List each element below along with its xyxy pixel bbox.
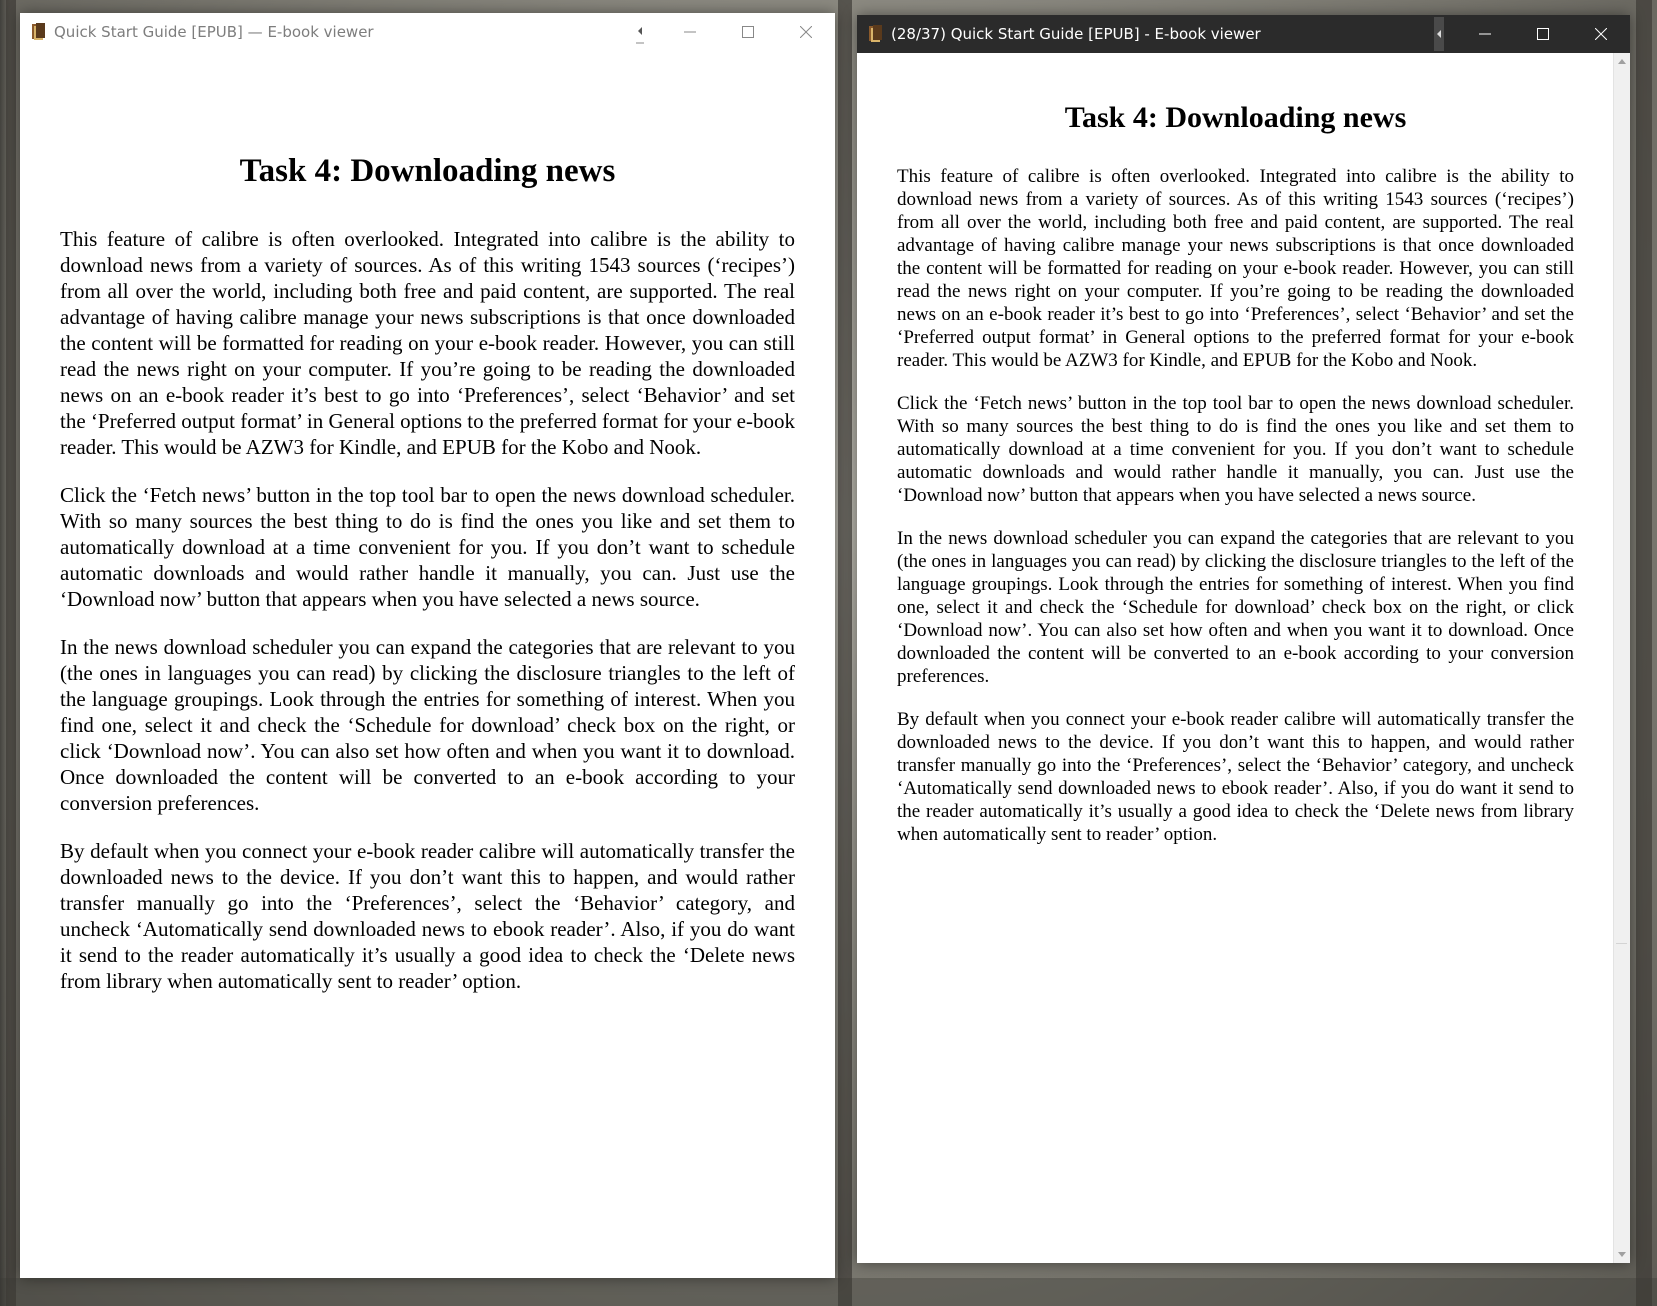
scrollbar-thumb[interactable]: [1616, 71, 1627, 944]
drag-handle-icon[interactable]: [1432, 16, 1446, 53]
calibre-book-icon: [30, 22, 48, 42]
minimize-button[interactable]: [661, 13, 719, 50]
paragraph: By default when you connect your e-book reader calibre will automatically transfer the downloaded news to the device. If you don’t want this to happen, and would rather transfer manually go into the ‘Preferences’, select the ‘Behavior’ category, and uncheck ‘Automatically send downloaded news to ebook reader’. Also, if you do want it send to the reader automatically it’s usually a good idea to check the ‘Delete news from library when automatically sent to reader’ option.: [897, 709, 1574, 845]
minimize-icon: [1479, 28, 1491, 40]
paragraph: This feature of calibre is often overlooked. Integrated into calibre is the ability to download news from a variety of sources. As of this writing 1543 sources (‘recipes’) from all over the world, including both free and paid content, are supported. The real advantage of having calibre manage your news subscriptions is that once downloaded the content will be formatted for reading on your e-book reader. However, you can still read the news right on your computer. If you’re going to be reading the downloaded news on an e-book reader it’s best to go into ‘Preferences’, select ‘Behavior’ and set the ‘Preferred output format’ in General options to the preferred format for your e-book reader. This would be AZW3 for Kindle, and EPUB for the Kobo and Nook.: [60, 227, 795, 459]
paragraph: In the news download scheduler you can expand the categories that are relevant to you (the ones in languages you can read) by clicking the disclosure triangles to the left of the language groupings. Look through the entries for something of interest. When you find one, select it and check the ‘Schedule for download’ check box on the right, or click ‘Download now’. You can also set how often and when you want it to download. Once downloaded the content will be converted to an e-book according to your conversion preferences.: [897, 528, 1574, 687]
minimize-button[interactable]: [1456, 16, 1514, 53]
title-bar[interactable]: [20, 13, 835, 50]
chapter-heading: Task 4: Downloading news: [1064, 101, 1407, 134]
close-button[interactable]: [1572, 16, 1630, 53]
close-button[interactable]: [777, 13, 835, 50]
paragraph: By default when you connect your e-book reader calibre will automatically transfer the downloaded news to the device. If you don’t want this to happen, and would rather transfer manually go into the ‘Preferences’, select the ‘Behavior’ category, and uncheck ‘Automatically send downloaded news to ebook reader’. Also, if you do want it send to the reader automatically it’s usually a good idea to check the ‘Delete news from library when automatically sent to reader’ option.: [60, 839, 795, 993]
scroll-down-arrow-icon[interactable]: [1614, 1247, 1630, 1263]
book-page[interactable]: [20, 50, 835, 1278]
window-title: Quick Start Guide [EPUB] — E-book viewer: [54, 22, 374, 41]
window-title: (28/37) Quick Start Guide [EPUB] - E-book viewer: [891, 25, 1261, 43]
drag-handle-icon[interactable]: [633, 13, 647, 50]
maximize-button[interactable]: [719, 13, 777, 50]
close-icon: [800, 26, 812, 38]
chapter-heading: Task 4: Downloading news: [239, 153, 616, 189]
maximize-button[interactable]: [1514, 16, 1572, 53]
maximize-icon: [1537, 28, 1549, 40]
ebook-viewer-window-left[interactable]: [20, 13, 835, 1278]
scroll-up-arrow-icon[interactable]: [1614, 53, 1630, 69]
calibre-book-icon: [867, 24, 885, 44]
paragraph: Click the ‘Fetch news’ button in the top tool bar to open the news download scheduler. With so many sources the best thing to do is find the ones you like and set them to automatically download at a time convenient for you. If you don’t want to schedule automatic downloads and would rather handle it manually, you can. Just use the ‘Download now’ button that appears when you have selected a news source.: [60, 483, 795, 611]
paragraph: This feature of calibre is often overlooked. Integrated into calibre is the ability to download news from a variety of sources. As of this writing 1543 sources (‘recipes’) from all over the world, including both free and paid content, are supported. The real advantage of having calibre manage your news subscriptions is that once downloaded the content will be formatted for reading on your e-book reader. However, you can still read the news right on your computer. If you’re going to be reading the downloaded news on an e-book reader it’s best to go into ‘Preferences’, select ‘Behavior’ and set the ‘Preferred output format’ in General options to the preferred format for your e-book reader. This would be AZW3 for Kindle, and EPUB for the Kobo and Nook.: [897, 166, 1574, 371]
book-page[interactable]: [857, 53, 1614, 1263]
title-bar[interactable]: [857, 15, 1630, 53]
close-icon: [1595, 28, 1607, 40]
background-tree: [0, 1278, 1657, 1306]
minimize-icon: [684, 26, 696, 38]
background-tree: [1636, 0, 1652, 1306]
paragraph: In the news download scheduler you can expand the categories that are relevant to you (the ones in languages you can read) by clicking the disclosure triangles to the left of the language groupings. Look through the entries for something of interest. When you find one, select it and check the ‘Schedule for download’ check box on the right, or click ‘Download now’. You can also set how often and when you want it to download. Once downloaded the content will be converted to an e-book according to your conversion preferences.: [60, 635, 795, 815]
paragraph: Click the ‘Fetch news’ button in the top tool bar to open the news download scheduler. With so many sources the best thing to do is find the ones you like and set them to automatically download at a time convenient for you. If you don’t want to schedule automatic downloads and would rather handle it manually, you can. Just use the ‘Download now’ button that appears when you have selected a news source.: [897, 393, 1574, 506]
vertical-scrollbar[interactable]: [1613, 53, 1630, 1263]
background-tree: [838, 0, 852, 1306]
maximize-icon: [742, 26, 754, 38]
background-tree: [6, 0, 16, 1306]
ebook-viewer-window-right[interactable]: [857, 15, 1630, 1263]
